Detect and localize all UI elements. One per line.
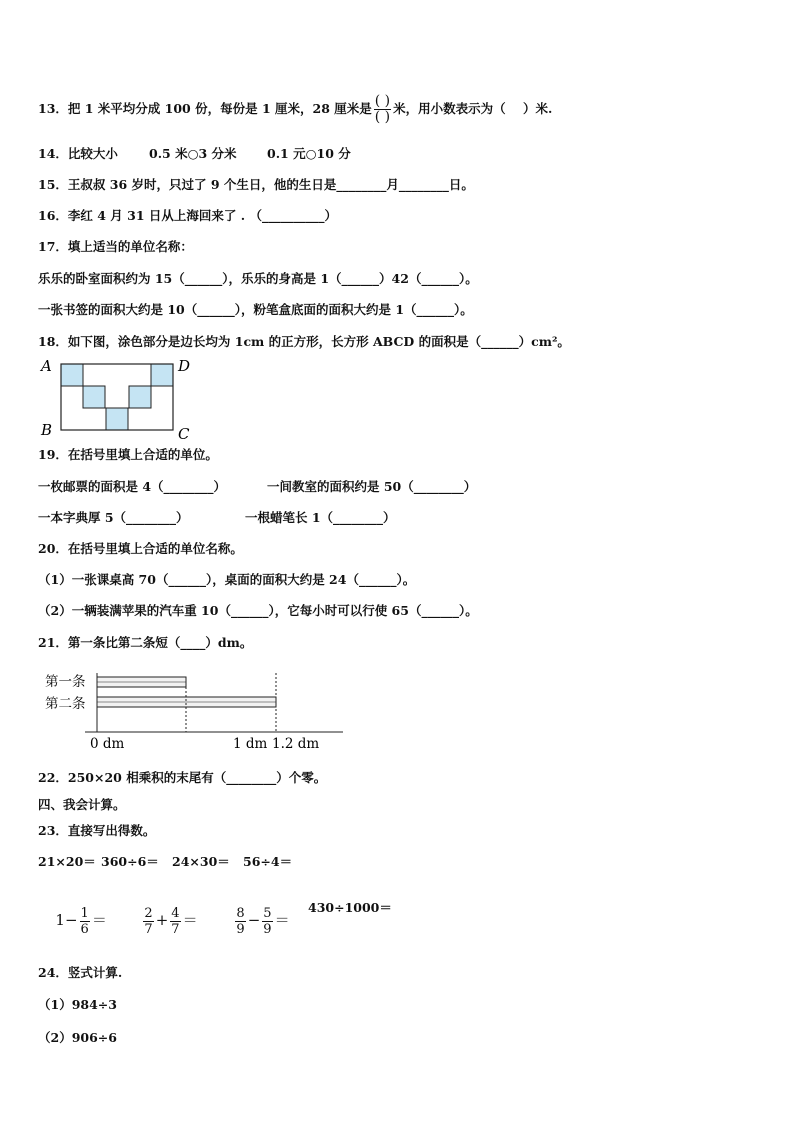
q14-text: 14．比较大小	[38, 146, 118, 161]
label-d: D	[178, 357, 191, 375]
q19-classroom: 一间教室的面积约是 50（________）	[267, 479, 477, 494]
fraction	[80, 906, 90, 937]
denominator: 9	[236, 922, 245, 937]
question-15: 15．王叔叔 36 岁时，只过了 9 个生日，他的生日是________月________日。	[38, 177, 474, 192]
equals: ＝	[91, 911, 107, 929]
shaded-square	[106, 408, 128, 430]
numerator: 5	[263, 906, 272, 921]
q19-stamp: 一枚邮票的面积是 4（________）	[38, 479, 227, 494]
expr-prefix: 1−	[55, 911, 78, 929]
fraction	[143, 906, 153, 937]
numerator: 1	[80, 906, 89, 921]
shaded-square	[61, 364, 83, 386]
question-19-row-2	[38, 509, 396, 527]
equals: ＝	[182, 911, 198, 929]
label-second-bar: 第二条	[45, 696, 86, 712]
label-b: B	[41, 421, 53, 439]
q14-compare-1: 0.5 米○3 分米	[149, 146, 237, 161]
question-20-title: 20．在括号里填上合适的单位名称。	[38, 541, 243, 556]
question-14	[38, 145, 351, 163]
question-19-title: 19．在括号里填上合适的单位。	[38, 447, 218, 462]
operator: −	[247, 911, 261, 929]
shaded-square	[83, 386, 105, 408]
question-16: 16．李红 4 月 31 日从上海回来了 . （__________）	[38, 208, 337, 223]
expr-2: 360÷6＝	[101, 854, 159, 869]
fraction-expr-2	[124, 888, 198, 955]
fraction	[262, 906, 272, 937]
fraction-expr-3	[216, 888, 290, 955]
tick-1-2dm: 1.2 dm	[272, 736, 320, 752]
question-19-row-1	[38, 478, 477, 496]
section-4-heading: 四、我会计算。	[38, 797, 126, 812]
shaded-square	[129, 386, 151, 408]
frac-numerator: ( )	[374, 93, 391, 109]
label-c: C	[178, 425, 190, 443]
blank-fraction	[374, 94, 391, 125]
expr-1: 21×20＝	[38, 854, 96, 869]
equals: ＝	[274, 911, 290, 929]
expr-4: 56÷4＝	[243, 854, 293, 869]
question-21: 21．第一条比第二条短（____）dm。	[38, 635, 253, 650]
numerator: 8	[236, 906, 245, 921]
question-24-title: 24．竖式计算.	[38, 965, 123, 980]
numerator: 2	[144, 906, 153, 921]
question-22: 22．250×20 相乘积的末尾有（________）个零。	[38, 770, 327, 785]
question-24-part-2: （2）906÷6	[38, 1030, 117, 1045]
fraction-expr-1	[38, 888, 107, 955]
fraction	[235, 906, 245, 937]
q19-crayon: 一根蜡笔长 1（________）	[245, 510, 396, 525]
q13-text-a: 13．把 1 米平均分成 100 份，每份是 1 厘米，28 厘米是	[38, 101, 372, 116]
shaded-square	[151, 364, 173, 386]
question-17-line-2: 一张书签的面积大约是 10（______），粉笔盒底面的面积大约是 1（______）。	[38, 302, 473, 317]
question-17-title: 17．填上适当的单位名称：	[38, 239, 193, 254]
numerator: 4	[171, 906, 180, 921]
question-13	[38, 94, 552, 125]
denominator: 9	[263, 922, 272, 937]
label-first-bar: 第一条	[45, 674, 86, 690]
question-23-row-1	[38, 853, 293, 871]
operator: +	[155, 911, 169, 929]
expr-3: 24×30＝	[172, 854, 230, 869]
question-17-line-1: 乐乐的卧室面积约为 15（______），乐乐的身高是 1（______）42（______）。	[38, 271, 478, 286]
question-20-line-2: （2）一辆装满苹果的汽车重 10（______），它每小时可以行使 65（______）。	[38, 603, 478, 618]
denominator: 6	[80, 922, 89, 937]
fraction	[170, 906, 180, 937]
tick-1dm: 1 dm	[233, 736, 268, 752]
rectangle-abcd-figure	[36, 355, 206, 443]
shaded-squares	[61, 364, 173, 430]
denominator: 7	[144, 922, 153, 937]
frac-denominator: ( )	[374, 109, 391, 125]
q14-compare-2: 0.1 元○10 分	[267, 146, 351, 161]
tick-0dm: 0 dm	[90, 736, 125, 752]
question-18: 18．如下图，涂色部分是边长均为 1cm 的正方形，长方形 ABCD 的面积是（______）cm²。	[38, 334, 570, 349]
label-a: A	[41, 357, 52, 375]
q19-dictionary: 一本字典厚 5（________）	[38, 510, 189, 525]
question-23-title: 23．直接写出得数。	[38, 823, 156, 838]
q13-text-b: 米，用小数表示为（ ）米.	[393, 101, 553, 116]
question-20-line-1: （1）一张课桌高 70（______），桌面的面积大约是 24（______）。	[38, 572, 416, 587]
question-24-part-1: （1）984÷3	[38, 997, 117, 1012]
expr-decimal-division: 430÷1000＝	[308, 900, 392, 915]
denominator: 7	[171, 922, 180, 937]
bar-length-figure	[40, 668, 350, 754]
